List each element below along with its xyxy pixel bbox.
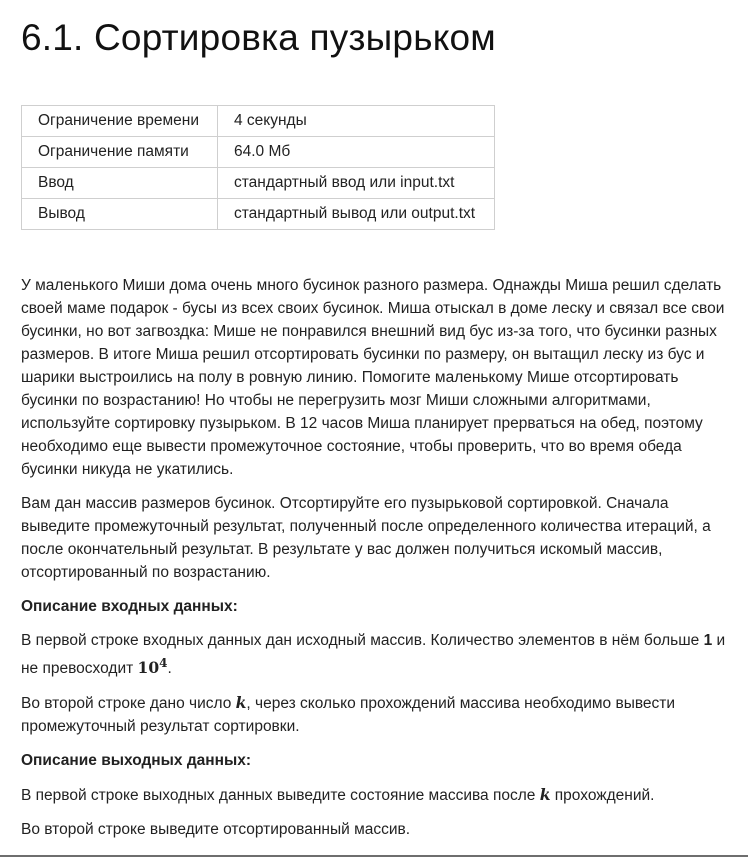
output-target-label: Вывод <box>22 199 218 230</box>
table-row <box>22 199 495 230</box>
limit-time-label: Ограничение времени <box>22 106 218 137</box>
limit-time-value: 4 секунды <box>218 106 495 137</box>
output-line-1-text-2: прохождений. <box>554 787 655 805</box>
statement-paragraph-2: Вам дан массив размеров бусинок. Отсортируйте его пузырьковой сортировкой. Сначала выведите промежуточный результат, полученный после определенного количества итераций, а после окончательный результат. В результате у вас должен получиться искомый массив, отсортированный по возрастанию. <box>21 495 711 581</box>
input-line-1-text-2: и не превосходит <box>21 632 726 678</box>
min-elements-value: 1 <box>703 632 713 649</box>
max-elements-base: 10 <box>137 658 160 678</box>
table-row <box>22 137 495 168</box>
input-line-2-text-2: , через сколько прохождений массива необходимо вывести промежуточный результат сортировки. <box>21 695 676 736</box>
output-description-line-1 <box>21 783 731 807</box>
k-variable: k <box>539 785 551 805</box>
input-description-line-2 <box>21 691 731 738</box>
limit-memory-label: Ограничение памяти <box>22 137 218 168</box>
table-row <box>22 168 495 199</box>
input-line-1-text: В первой строке входных данных дан исходный массив. Количество элементов в нём больше <box>21 632 700 649</box>
table-row <box>22 106 495 137</box>
output-line-1-text: В первой строке выходных данных выведите состояние массива после <box>21 787 536 805</box>
problem-statement <box>21 274 731 841</box>
input-source-label: Ввод <box>22 168 218 199</box>
input-description-heading: Описание входных данных: <box>21 598 238 615</box>
limits-table <box>21 105 495 230</box>
problem-page <box>21 0 731 852</box>
k-variable: k <box>235 693 247 713</box>
input-source-value: стандартный ввод или input.txt <box>218 168 495 199</box>
statement-paragraph-1: У маленького Миши дома очень много бусинок разного размера. Однажды Миша решил сделать своей маме подарок - бусы из всех своих бусинок. Миша отыскал в доме леску и связал все свои бусинки, но вот загвоздка: Мише не понравился внешний вид бус из-за того, что бусинки разных размеров. В итоге Миша решил отсортировать бусинки по размеру, он вытащил леску из бус и шарики выстроились на полу в ровную линию. Помогите маленькому Мише отсортировать бусинки по возрастанию! Но чтобы не перегрузить мозг Миши сложными алгоритмами, используйте сортировку пузырьком. В 12 часов Миша планирует прерваться на обед, поэтому необходимо еще вывести промежуточное состояние, чтобы проверить, что во время обеда бусинки никуда не укатились. <box>21 277 725 478</box>
max-elements-exponent: 4 <box>159 656 168 670</box>
bottom-divider <box>0 855 748 857</box>
output-description-heading: Описание выходных данных: <box>21 752 252 770</box>
input-description-line-1 <box>21 629 731 680</box>
output-target-value: стандартный вывод или output.txt <box>218 199 495 230</box>
limit-memory-value: 64.0 Мб <box>218 137 495 168</box>
max-elements-formula <box>138 658 168 677</box>
page-title: 6.1. Сортировка пузырьком <box>21 17 496 58</box>
output-description-line-2: Во второй строке выведите отсортированный массив. <box>21 821 411 839</box>
input-line-2-text: Во второй строке дано число <box>21 695 232 713</box>
input-line-1-end: . <box>167 660 172 678</box>
